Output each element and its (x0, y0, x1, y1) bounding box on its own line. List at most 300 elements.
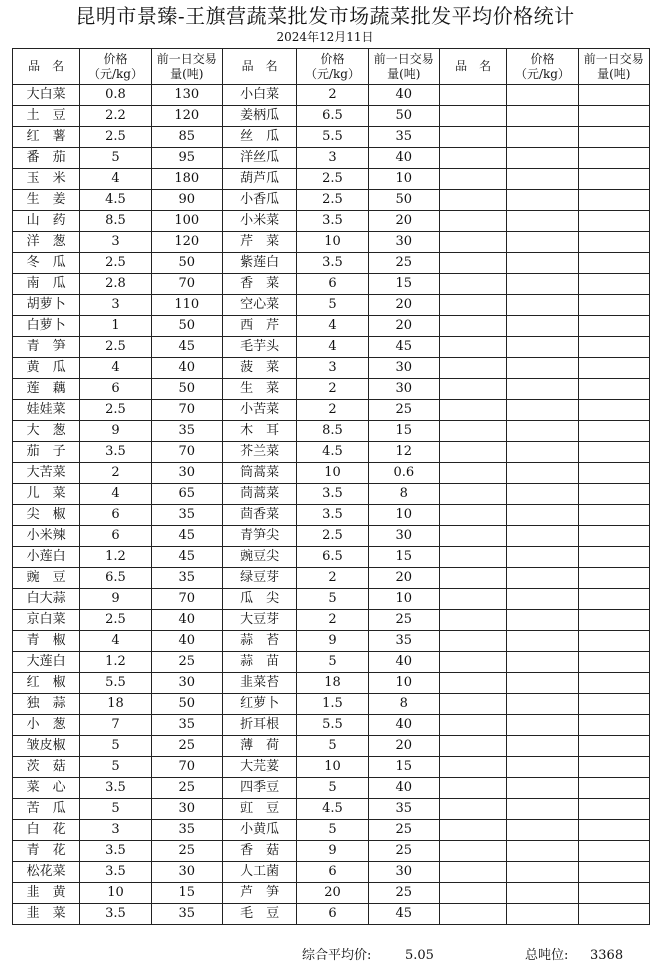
item-name: 胡萝卜 (13, 295, 80, 316)
item-name: 人工菌 (222, 862, 296, 883)
item-price: 5.5 (297, 715, 368, 736)
item-name: 芦 笋 (222, 883, 296, 904)
item-volume: 50 (151, 379, 222, 400)
empty-cell (507, 358, 578, 379)
table-row (13, 463, 650, 484)
item-volume: 40 (368, 652, 439, 673)
empty-cell (507, 778, 578, 799)
empty-cell (578, 715, 649, 736)
item-price: 1.2 (80, 652, 151, 673)
empty-cell (507, 631, 578, 652)
item-price: 7 (80, 715, 151, 736)
empty-cell (578, 589, 649, 610)
empty-cell (578, 400, 649, 421)
empty-cell (507, 883, 578, 904)
item-price: 10 (80, 883, 151, 904)
empty-cell (578, 211, 649, 232)
item-price: 2 (297, 400, 368, 421)
item-volume: 15 (368, 421, 439, 442)
item-volume: 10 (368, 673, 439, 694)
item-name: 小米菜 (222, 211, 296, 232)
item-price: 4.5 (80, 190, 151, 211)
item-price: 4 (80, 631, 151, 652)
report-date: 2024年12月11日 (276, 30, 374, 44)
table-row (13, 841, 650, 862)
empty-cell (507, 85, 578, 106)
item-price: 4 (297, 316, 368, 337)
empty-cell (439, 778, 506, 799)
item-price: 2 (297, 610, 368, 631)
empty-cell (439, 694, 506, 715)
empty-cell (507, 232, 578, 253)
item-name: 南 瓜 (13, 274, 80, 295)
item-volume: 35 (151, 421, 222, 442)
header-name-3: 品 名 (439, 49, 506, 85)
item-volume: 25 (368, 400, 439, 421)
item-volume: 90 (151, 190, 222, 211)
item-name: 小香瓜 (222, 190, 296, 211)
table-row (13, 799, 650, 820)
empty-cell (507, 505, 578, 526)
empty-cell (578, 148, 649, 169)
empty-cell (578, 484, 649, 505)
table-row (13, 547, 650, 568)
empty-cell (507, 463, 578, 484)
item-volume: 25 (368, 253, 439, 274)
empty-cell (439, 274, 506, 295)
item-price: 2.5 (80, 610, 151, 631)
empty-cell (507, 568, 578, 589)
item-volume: 30 (368, 379, 439, 400)
item-volume: 25 (368, 883, 439, 904)
item-volume: 45 (151, 526, 222, 547)
empty-cell (507, 442, 578, 463)
item-volume: 35 (151, 904, 222, 925)
empty-cell (507, 526, 578, 547)
item-name: 苦 瓜 (13, 799, 80, 820)
item-name: 豌 豆 (13, 568, 80, 589)
table-row (13, 274, 650, 295)
item-name: 洋 葱 (13, 232, 80, 253)
item-volume: 8 (368, 694, 439, 715)
item-price: 10 (297, 463, 368, 484)
empty-cell (578, 442, 649, 463)
item-price: 8.5 (297, 421, 368, 442)
item-price: 3 (297, 148, 368, 169)
item-volume: 12 (368, 442, 439, 463)
empty-cell (439, 127, 506, 148)
empty-cell (439, 463, 506, 484)
item-price: 5.5 (80, 673, 151, 694)
table-row (13, 883, 650, 904)
empty-cell (507, 400, 578, 421)
empty-cell (439, 211, 506, 232)
item-price: 6 (297, 904, 368, 925)
item-volume: 15 (368, 757, 439, 778)
item-price: 6.5 (80, 568, 151, 589)
item-volume: 50 (368, 190, 439, 211)
empty-cell (507, 862, 578, 883)
item-price: 5.5 (297, 127, 368, 148)
item-volume: 35 (368, 799, 439, 820)
table-body (13, 85, 650, 925)
empty-cell (578, 421, 649, 442)
item-volume: 40 (151, 631, 222, 652)
table-row (13, 673, 650, 694)
item-price: 1.2 (80, 547, 151, 568)
empty-cell (578, 295, 649, 316)
empty-cell (507, 673, 578, 694)
item-volume: 25 (151, 841, 222, 862)
empty-cell (578, 337, 649, 358)
header-volume-3: 前一日交易量(吨) (578, 49, 649, 85)
empty-cell (439, 526, 506, 547)
item-volume: 35 (368, 631, 439, 652)
item-price: 2.5 (80, 253, 151, 274)
item-name: 木 耳 (222, 421, 296, 442)
item-volume: 130 (151, 85, 222, 106)
empty-cell (578, 547, 649, 568)
empty-cell (507, 211, 578, 232)
empty-cell (507, 715, 578, 736)
item-name: 毛 豆 (222, 904, 296, 925)
item-price: 6 (297, 274, 368, 295)
empty-cell (439, 673, 506, 694)
item-price: 4.5 (297, 442, 368, 463)
item-volume: 70 (151, 442, 222, 463)
empty-cell (578, 526, 649, 547)
empty-cell (439, 715, 506, 736)
item-name: 白大蒜 (13, 589, 80, 610)
item-price: 5 (297, 820, 368, 841)
item-volume: 15 (368, 274, 439, 295)
empty-cell (578, 883, 649, 904)
item-price: 3 (80, 295, 151, 316)
table-header-row (13, 49, 650, 85)
empty-cell (578, 820, 649, 841)
item-name: 冬 瓜 (13, 253, 80, 274)
item-price: 2 (297, 568, 368, 589)
table-row (13, 232, 650, 253)
table-row (13, 778, 650, 799)
table-row (13, 484, 650, 505)
item-name: 菜 心 (13, 778, 80, 799)
item-price: 1 (80, 316, 151, 337)
item-price: 2.5 (80, 400, 151, 421)
item-volume: 30 (368, 526, 439, 547)
item-name: 小白菜 (222, 85, 296, 106)
item-price: 6.5 (297, 106, 368, 127)
empty-cell (578, 673, 649, 694)
empty-cell (507, 799, 578, 820)
empty-cell (507, 820, 578, 841)
item-price: 10 (297, 232, 368, 253)
table-row (13, 106, 650, 127)
item-name: 豌豆尖 (222, 547, 296, 568)
empty-cell (439, 736, 506, 757)
item-name: 大白菜 (13, 85, 80, 106)
empty-cell (578, 778, 649, 799)
empty-cell (507, 253, 578, 274)
empty-cell (578, 106, 649, 127)
item-volume: 85 (151, 127, 222, 148)
item-price: 5 (297, 295, 368, 316)
table-row (13, 253, 650, 274)
item-volume: 70 (151, 274, 222, 295)
empty-cell (507, 652, 578, 673)
item-volume: 15 (151, 883, 222, 904)
item-name: 四季豆 (222, 778, 296, 799)
empty-cell (507, 295, 578, 316)
table-row (13, 652, 650, 673)
empty-cell (439, 589, 506, 610)
item-name: 瓜 尖 (222, 589, 296, 610)
empty-cell (439, 379, 506, 400)
item-name: 韭 菜 (13, 904, 80, 925)
empty-cell (578, 862, 649, 883)
item-volume: 180 (151, 169, 222, 190)
empty-cell (578, 463, 649, 484)
empty-cell (439, 841, 506, 862)
item-name: 茨 菇 (13, 757, 80, 778)
item-volume: 50 (151, 253, 222, 274)
item-volume: 40 (151, 358, 222, 379)
table-row (13, 904, 650, 925)
item-price: 3.5 (297, 211, 368, 232)
header-name-2: 品 名 (222, 49, 296, 85)
table-row (13, 148, 650, 169)
header-price-1: 价格（元/kg） (80, 49, 151, 85)
item-volume: 45 (151, 547, 222, 568)
table-row (13, 442, 650, 463)
item-name: 青 椒 (13, 631, 80, 652)
avg-price-label: 综合平均价: (302, 948, 372, 963)
item-name: 葫芦瓜 (222, 169, 296, 190)
item-name: 小 葱 (13, 715, 80, 736)
empty-cell (507, 337, 578, 358)
table-row (13, 820, 650, 841)
item-name: 大 葱 (13, 421, 80, 442)
item-name: 空心菜 (222, 295, 296, 316)
item-volume: 10 (368, 505, 439, 526)
page-title: 昆明市景臻-王旗营蔬菜批发市场蔬菜批发平均价格统计 (75, 4, 575, 28)
item-volume: 70 (151, 757, 222, 778)
item-name: 蒜 苔 (222, 631, 296, 652)
item-name: 茄 子 (13, 442, 80, 463)
item-name: 莲 藕 (13, 379, 80, 400)
item-name: 土 豆 (13, 106, 80, 127)
header-price-2: 价格（元/kg） (297, 49, 368, 85)
header-price-3: 价格（元/kg） (507, 49, 578, 85)
item-name: 薄 荷 (222, 736, 296, 757)
empty-cell (439, 820, 506, 841)
item-price: 3.5 (297, 484, 368, 505)
empty-cell (439, 799, 506, 820)
table-row (13, 757, 650, 778)
empty-cell (578, 736, 649, 757)
item-volume: 25 (368, 841, 439, 862)
empty-cell (507, 148, 578, 169)
item-name: 大芫荽 (222, 757, 296, 778)
item-volume: 30 (151, 673, 222, 694)
table-row (13, 169, 650, 190)
item-volume: 10 (368, 589, 439, 610)
table-row (13, 631, 650, 652)
item-name: 芹 菜 (222, 232, 296, 253)
empty-cell (507, 484, 578, 505)
item-name: 黄 瓜 (13, 358, 80, 379)
empty-cell (578, 841, 649, 862)
item-price: 2.2 (80, 106, 151, 127)
empty-cell (578, 904, 649, 925)
item-volume: 100 (151, 211, 222, 232)
item-name: 生 菜 (222, 379, 296, 400)
item-price: 3.5 (80, 862, 151, 883)
item-name: 大苦菜 (13, 463, 80, 484)
item-price: 3 (80, 820, 151, 841)
header-volume-1: 前一日交易量(吨) (151, 49, 222, 85)
item-name: 青 笋 (13, 337, 80, 358)
item-name: 皱皮椒 (13, 736, 80, 757)
table-row (13, 337, 650, 358)
item-name: 红 薯 (13, 127, 80, 148)
item-name: 小苦菜 (222, 400, 296, 421)
total-tonnage-label: 总吨位: (525, 948, 569, 963)
item-name: 香 菜 (222, 274, 296, 295)
empty-cell (439, 253, 506, 274)
empty-cell (439, 106, 506, 127)
table-row (13, 379, 650, 400)
table-row (13, 694, 650, 715)
item-price: 4 (80, 484, 151, 505)
item-volume: 50 (368, 106, 439, 127)
item-name: 玉 米 (13, 169, 80, 190)
empty-cell (439, 484, 506, 505)
item-price: 3 (297, 358, 368, 379)
header-name-1: 品 名 (13, 49, 80, 85)
item-volume: 0.6 (368, 463, 439, 484)
item-name: 红萝卜 (222, 694, 296, 715)
item-price: 3.5 (80, 442, 151, 463)
item-name: 韭菜苔 (222, 673, 296, 694)
empty-cell (507, 841, 578, 862)
empty-cell (507, 757, 578, 778)
empty-cell (439, 568, 506, 589)
header-volume-2: 前一日交易量(吨) (368, 49, 439, 85)
empty-cell (578, 505, 649, 526)
item-volume: 70 (151, 400, 222, 421)
item-price: 18 (80, 694, 151, 715)
empty-cell (507, 421, 578, 442)
item-price: 5 (297, 778, 368, 799)
item-volume: 40 (368, 85, 439, 106)
item-price: 5 (80, 148, 151, 169)
empty-cell (507, 589, 578, 610)
item-name: 红 椒 (13, 673, 80, 694)
item-volume: 20 (368, 568, 439, 589)
item-price: 3.5 (80, 841, 151, 862)
item-name: 京白菜 (13, 610, 80, 631)
item-price: 10 (297, 757, 368, 778)
item-name: 蒜 苗 (222, 652, 296, 673)
table-row (13, 736, 650, 757)
empty-cell (439, 169, 506, 190)
table-row (13, 127, 650, 148)
item-name: 茴香菜 (222, 505, 296, 526)
item-name: 青笋尖 (222, 526, 296, 547)
item-name: 尖 椒 (13, 505, 80, 526)
item-volume: 20 (368, 211, 439, 232)
item-price: 5 (80, 736, 151, 757)
item-price: 2.8 (80, 274, 151, 295)
empty-cell (578, 358, 649, 379)
item-name: 娃娃菜 (13, 400, 80, 421)
item-volume: 95 (151, 148, 222, 169)
empty-cell (507, 190, 578, 211)
item-price: 3.5 (80, 904, 151, 925)
item-price: 8.5 (80, 211, 151, 232)
empty-cell (578, 631, 649, 652)
item-volume: 30 (151, 463, 222, 484)
item-price: 9 (80, 421, 151, 442)
table-row (13, 295, 650, 316)
empty-cell (439, 421, 506, 442)
item-volume: 15 (368, 547, 439, 568)
table-row (13, 862, 650, 883)
item-volume: 40 (368, 715, 439, 736)
item-price: 6.5 (297, 547, 368, 568)
item-name: 大豆芽 (222, 610, 296, 631)
item-volume: 30 (151, 799, 222, 820)
item-volume: 25 (368, 610, 439, 631)
item-name: 白 花 (13, 820, 80, 841)
item-name: 小黄瓜 (222, 820, 296, 841)
item-volume: 35 (151, 505, 222, 526)
empty-cell (439, 610, 506, 631)
empty-cell (507, 904, 578, 925)
item-volume: 45 (151, 337, 222, 358)
empty-cell (439, 337, 506, 358)
item-name: 紫莲白 (222, 253, 296, 274)
table-row (13, 589, 650, 610)
empty-cell (578, 610, 649, 631)
empty-cell (578, 652, 649, 673)
table-row (13, 400, 650, 421)
item-name: 豇 豆 (222, 799, 296, 820)
item-name: 大莲白 (13, 652, 80, 673)
empty-cell (507, 736, 578, 757)
item-price: 20 (297, 883, 368, 904)
item-volume: 25 (151, 736, 222, 757)
empty-cell (507, 694, 578, 715)
item-name: 小米辣 (13, 526, 80, 547)
item-name: 小莲白 (13, 547, 80, 568)
empty-cell (578, 799, 649, 820)
item-volume: 120 (151, 232, 222, 253)
empty-cell (578, 253, 649, 274)
item-name: 芥兰菜 (222, 442, 296, 463)
empty-cell (439, 442, 506, 463)
empty-cell (439, 295, 506, 316)
table-row (13, 421, 650, 442)
item-volume: 35 (151, 820, 222, 841)
item-volume: 8 (368, 484, 439, 505)
item-name: 茼蒿菜 (222, 484, 296, 505)
item-price: 18 (297, 673, 368, 694)
table-row (13, 358, 650, 379)
item-price: 2 (80, 463, 151, 484)
item-name: 姜柄瓜 (222, 106, 296, 127)
